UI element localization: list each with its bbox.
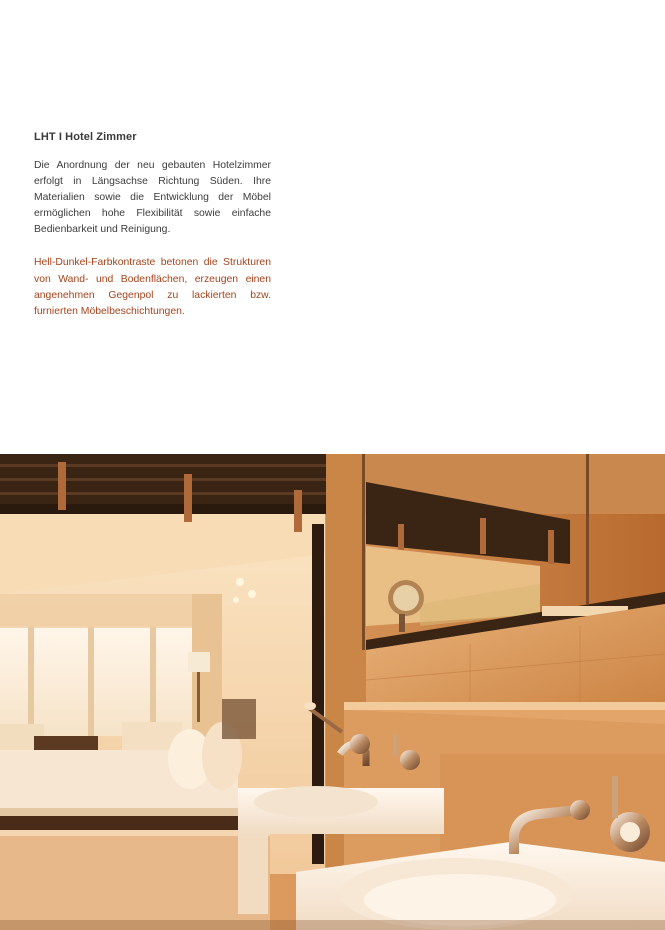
paragraph-accent: Hell-Dunkel-Farbkontraste betonen die Strukturen von Wand- und Bodenflächen, erzeugen einen angenehmen Gegenpol zu lackierten bzw. furnierten Möbelbeschichtungen.: [34, 257, 271, 317]
page-heading: LHT I Hotel Zimmer: [34, 131, 137, 143]
hotel-bathroom-photo: [0, 454, 665, 930]
paragraph-intro: Die Anordnung der neu gebauten Hotelzimmer erfolgt in Längsachse Richtung Süden. Ihre Materialien sowie die Entwicklung der Möbel ermöglichen hohe Flexibilität sowie einfache Bedienbarkeit und Reinigung.: [34, 160, 271, 236]
text-block: [34, 131, 271, 337]
